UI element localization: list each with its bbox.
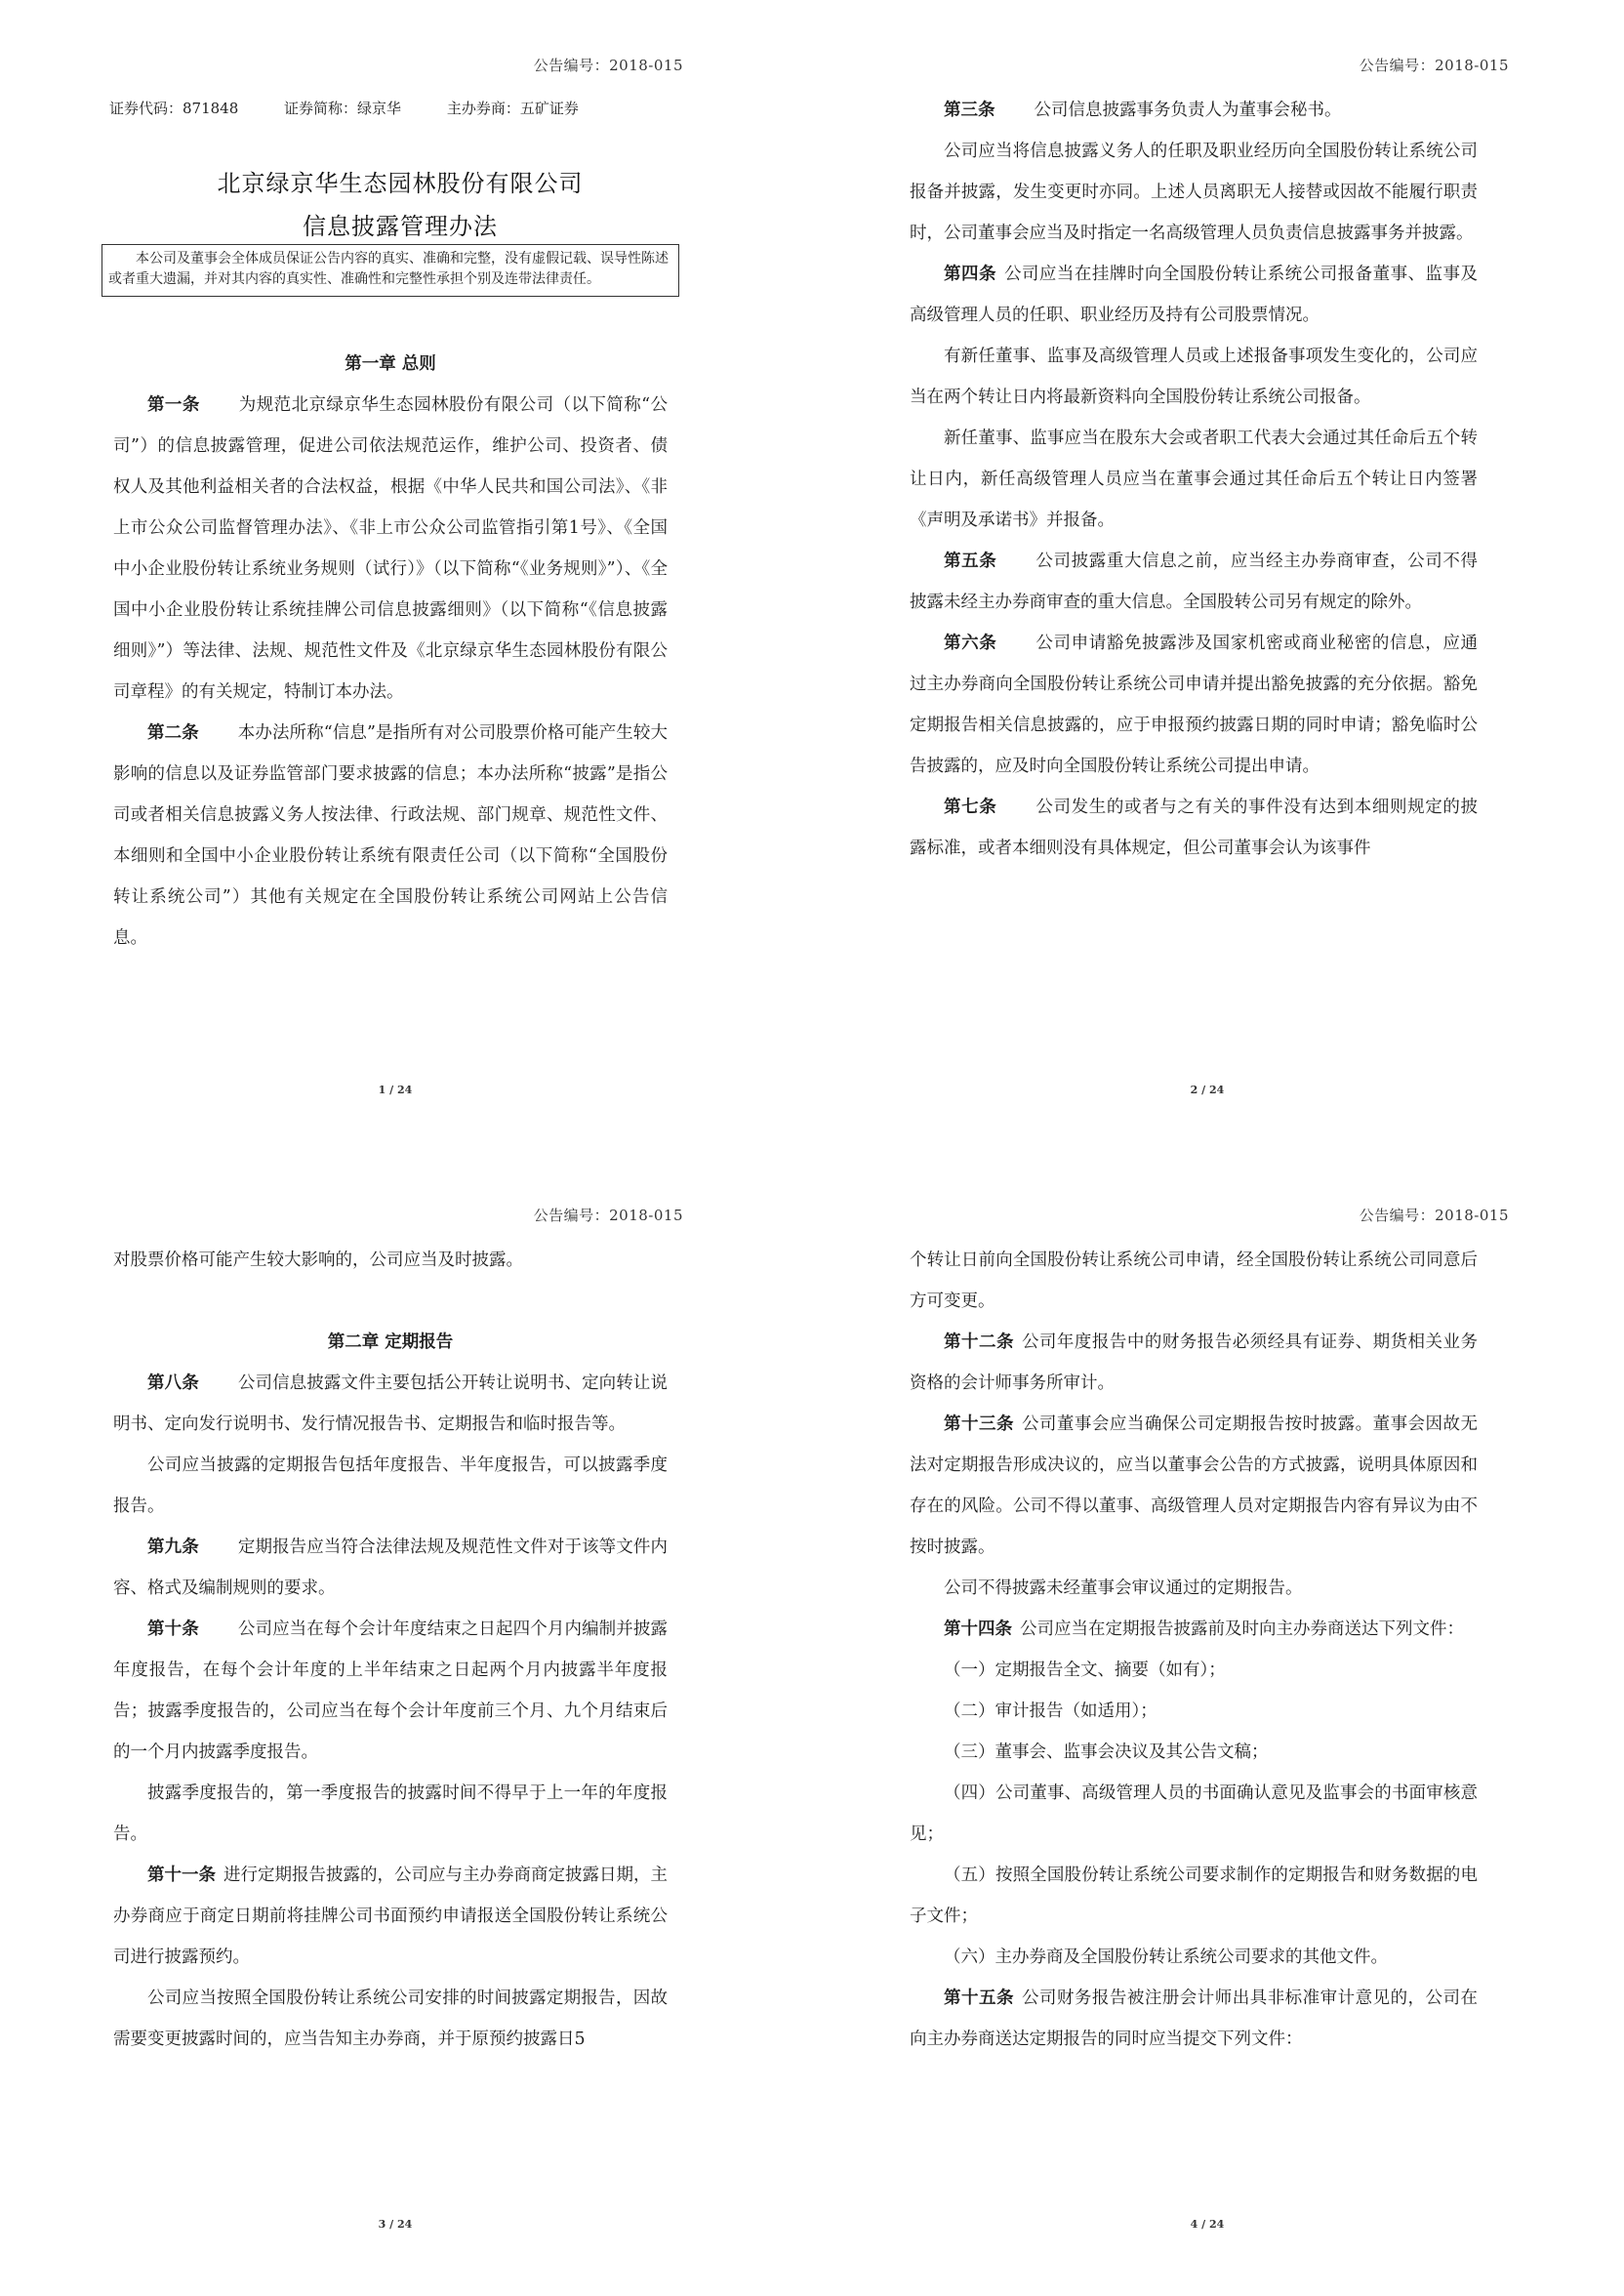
page-4-body [910, 1240, 1478, 2060]
article-text: 公司财务报告被注册会计师出具非标准审计意见的，公司在向主办券商送达定期报告的同时应当提交下列文件： [910, 1988, 1479, 2049]
article-label: 第九条 [147, 1538, 199, 1557]
stock-name: 证券简称：绿京华 [284, 100, 402, 117]
article-label: 第二条 [147, 723, 199, 743]
paragraph: 有新任董事、监事及高级管理人员或上述报备事项发生变化的，公司应当在两个转让日内将最新资料向全国股份转让系统公司报备。 [910, 347, 1478, 407]
page-number: 1 / 24 [378, 1084, 413, 1096]
chapter-heading: 第二章 定期报告 [327, 1332, 454, 1352]
article-label: 第四条 [944, 265, 996, 284]
document-title: 信息披露管理办法 [303, 213, 498, 240]
article-text: 公司申请豁免披露涉及国家机密或商业秘密的信息，应通过主办券商向全国股份转让系统公司申请并提出豁免披露的充分依据。豁免定期报告相关信息披露的，应于申报预约披露日期的同时申请；豁免临时公告披露的，应及时向全国股份转让系统公司提出申请。 [910, 634, 1478, 776]
article-1 [113, 385, 668, 713]
broker: 主办券商：五矿证券 [446, 100, 579, 117]
article-label: 第十五条 [944, 1988, 1014, 2008]
article-6 [910, 623, 1478, 787]
article-text: 进行定期报告披露的，公司应与主办券商商定披露日期，主办券商应于商定日期前将挂牌公司书面预约申请报送全国股份转让系统公司进行披露预约。 [113, 1866, 668, 1967]
paragraph: 公司应当按照全国股份转让系统公司安排的时间披露定期报告，因故需要变更披露时间的，应当告知主办券商，并于原预约披露日5 [113, 1988, 668, 2049]
announcement-number: 公告编号：2018-015 [1359, 1207, 1509, 1224]
article-13 [910, 1404, 1478, 1568]
article-5 [910, 541, 1478, 623]
article-15 [910, 1978, 1478, 2060]
page-number: 3 / 24 [378, 2218, 413, 2231]
list-item: （六）主办券商及全国股份转让系统公司要求的其他文件。 [944, 1948, 1388, 1967]
paragraph: 新任董事、监事应当在股东大会或者职工代表大会通过其任命后五个转让日内，新任高级管理人员应当在董事会通过其任命后五个转让日内签署《声明及承诺书》并报备。 [910, 429, 1478, 530]
paragraph: 披露季度报告的，第一季度报告的披露时间不得早于上一年的年度报告。 [113, 1784, 668, 1844]
paragraph: 公司不得披露未经董事会审议通过的定期报告。 [944, 1578, 1303, 1598]
article-label: 第十一条 [147, 1866, 216, 1885]
article-label: 第五条 [944, 552, 997, 571]
page-2-body [910, 90, 1478, 869]
list-item: （四）公司董事、高级管理人员的书面确认意见及监事会的书面审核意见； [910, 1784, 1478, 1844]
article-label: 第八条 [147, 1374, 199, 1393]
article-label: 第六条 [944, 634, 997, 653]
announcement-number: 公告编号：2018-015 [533, 57, 683, 74]
article-10 [113, 1609, 668, 1773]
article-12 [910, 1322, 1478, 1404]
company-title: 北京绿京华生态园林股份有限公司 [217, 170, 584, 197]
page-number: 4 / 24 [1190, 2218, 1225, 2231]
stock-code: 证券代码：871848 [109, 100, 239, 117]
page-number: 2 / 24 [1190, 1084, 1225, 1096]
article-label: 第十二条 [944, 1332, 1014, 1352]
article-text: 本办法所称“信息”是指所有对公司股票价格可能产生较大影响的信息以及证券监管部门要求披露的信息；本办法所称“披露”是指公司或者相关信息披露义务人按法律、行政法规、部门规章、规范性文件、本细则和全国中小企业股份转让系统有限责任公司（以下简称“全国股份转让系统公司”）其他有关规定在全国股份转让系统公司网站上公告信息。 [113, 723, 668, 948]
page-3-body [113, 1240, 668, 2060]
article-label: 第七条 [944, 798, 997, 817]
article-7 [910, 787, 1478, 869]
article-text: 公司应当在每个会计年度结束之日起四个月内编制并披露年度报告，在每个会计年度的上半年结束之日起两个月内披露半年度报告；披露季度报告的，公司应当在每个会计年度前三个月、九个月结束后的一个月内披露季度报告。 [113, 1620, 669, 1762]
article-8 [113, 1363, 668, 1445]
disclaimer-box: 本公司及董事会全体成员保证公告内容的真实、准确和完整，没有虚假记载、误导性陈述或者重大遗漏，并对其内容的真实性、准确性和完整性承担个别及连带法律责任。 [102, 244, 679, 297]
announcement-number: 公告编号：2018-015 [533, 1207, 683, 1224]
list-item: （三）董事会、监事会决议及其公告文稿； [944, 1742, 1269, 1762]
document-page-3 [0, 1150, 800, 2292]
article-text: 公司应当在定期报告披露前及时向主办券商送达下列文件： [1020, 1620, 1464, 1639]
article-text: 为规范北京绿京华生态园林股份有限公司（以下简称“公司”）的信息披露管理，促进公司依法规范运作，维护公司、投资者、债权人及其他利益相关者的合法权益，根据《中华人民共和国公司法》、《非上市公众公司监督管理办法》、《非上市公众公司监管指引第1号》、《全国中小企业股份转让系统业务规则（试行）》（以下简称“《业务规则》”）、《全国中小企业股份转让系统挂牌公司信息披露细则》（以下简称“《信息披露细则》”）等法律、法规、规范性文件及《北京绿京华生态园林股份有限公司章程》的有关规定，特制订本办法。 [113, 395, 669, 702]
chapter-heading: 第一章 总则 [345, 354, 436, 374]
article-11 [113, 1855, 668, 1978]
article-label: 第一条 [147, 395, 200, 415]
continued-text: 个转让日前向全国股份转让系统公司申请，经全国股份转让系统公司同意后方可变更。 [910, 1250, 1478, 1311]
announcement-number: 公告编号：2018-015 [1359, 57, 1509, 74]
list-item: （一）定期报告全文、摘要（如有）； [944, 1660, 1226, 1680]
list-item: （二）审计报告（如适用）； [944, 1702, 1157, 1721]
securities-meta [109, 98, 620, 118]
document-page-1 [0, 0, 800, 1142]
article-14 [910, 1609, 1478, 1650]
article-4 [910, 254, 1478, 336]
page-1-body [113, 344, 668, 959]
article-label: 第十四条 [944, 1620, 1012, 1639]
continued-text: 对股票价格可能产生较大影响的，公司应当及时披露。 [113, 1250, 523, 1270]
article-label: 第十条 [147, 1620, 199, 1639]
document-page-2 [812, 0, 1612, 1142]
article-label: 第十三条 [944, 1414, 1014, 1434]
article-text: 公司年度报告中的财务报告必须经具有证券、期货相关业务资格的会计师事务所审计。 [910, 1332, 1479, 1393]
article-2 [113, 713, 668, 959]
paragraph: 公司应当披露的定期报告包括年度报告、半年度报告，可以披露季度报告。 [113, 1456, 668, 1516]
paragraph: 公司应当将信息披露义务人的任职及职业经历向全国股份转让系统公司报备并披露，发生变更时亦同。上述人员离职无人接替或因故不能履行职责时，公司董事会应当及时指定一名高级管理人员负责信息披露事务并披露。 [910, 142, 1478, 243]
article-text: 公司董事会应当确保公司定期报告按时披露。董事会因故无法对定期报告形成决议的，应当以董事会公告的方式披露，说明具体原因和存在的风险。公司不得以董事、高级管理人员对定期报告内容有异议为由不按时披露。 [910, 1414, 1479, 1557]
list-item: （五）按照全国股份转让系统公司要求制作的定期报告和财务数据的电子文件； [910, 1866, 1478, 1926]
article-text: 公司发生的或者与之有关的事件没有达到本细则规定的披露标准，或者本细则没有具体规定，但公司董事会认为该事件 [910, 798, 1478, 858]
article-text: 公司披露重大信息之前，应当经主办券商审查，公司不得披露未经主办券商审查的重大信息。全国股转公司另有规定的除外。 [910, 552, 1478, 612]
document-page-4 [812, 1150, 1612, 2292]
article-text: 公司应当在挂牌时向全国股份转让系统公司报备董事、监事及高级管理人员的任职、职业经历及持有公司股票情况。 [910, 265, 1479, 325]
article-text: 公司信息披露文件主要包括公开转让说明书、定向转让说明书、定向发行说明书、发行情况报告书、定期报告和临时报告等。 [113, 1374, 669, 1434]
article-text: 公司信息披露事务负责人为董事会秘书。 [1034, 101, 1342, 120]
article-text: 定期报告应当符合法律法规及规范性文件对于该等文件内容、格式及编制规则的要求。 [113, 1538, 669, 1598]
article-label: 第三条 [944, 101, 995, 120]
article-3 [910, 90, 1478, 131]
article-9 [113, 1527, 668, 1609]
